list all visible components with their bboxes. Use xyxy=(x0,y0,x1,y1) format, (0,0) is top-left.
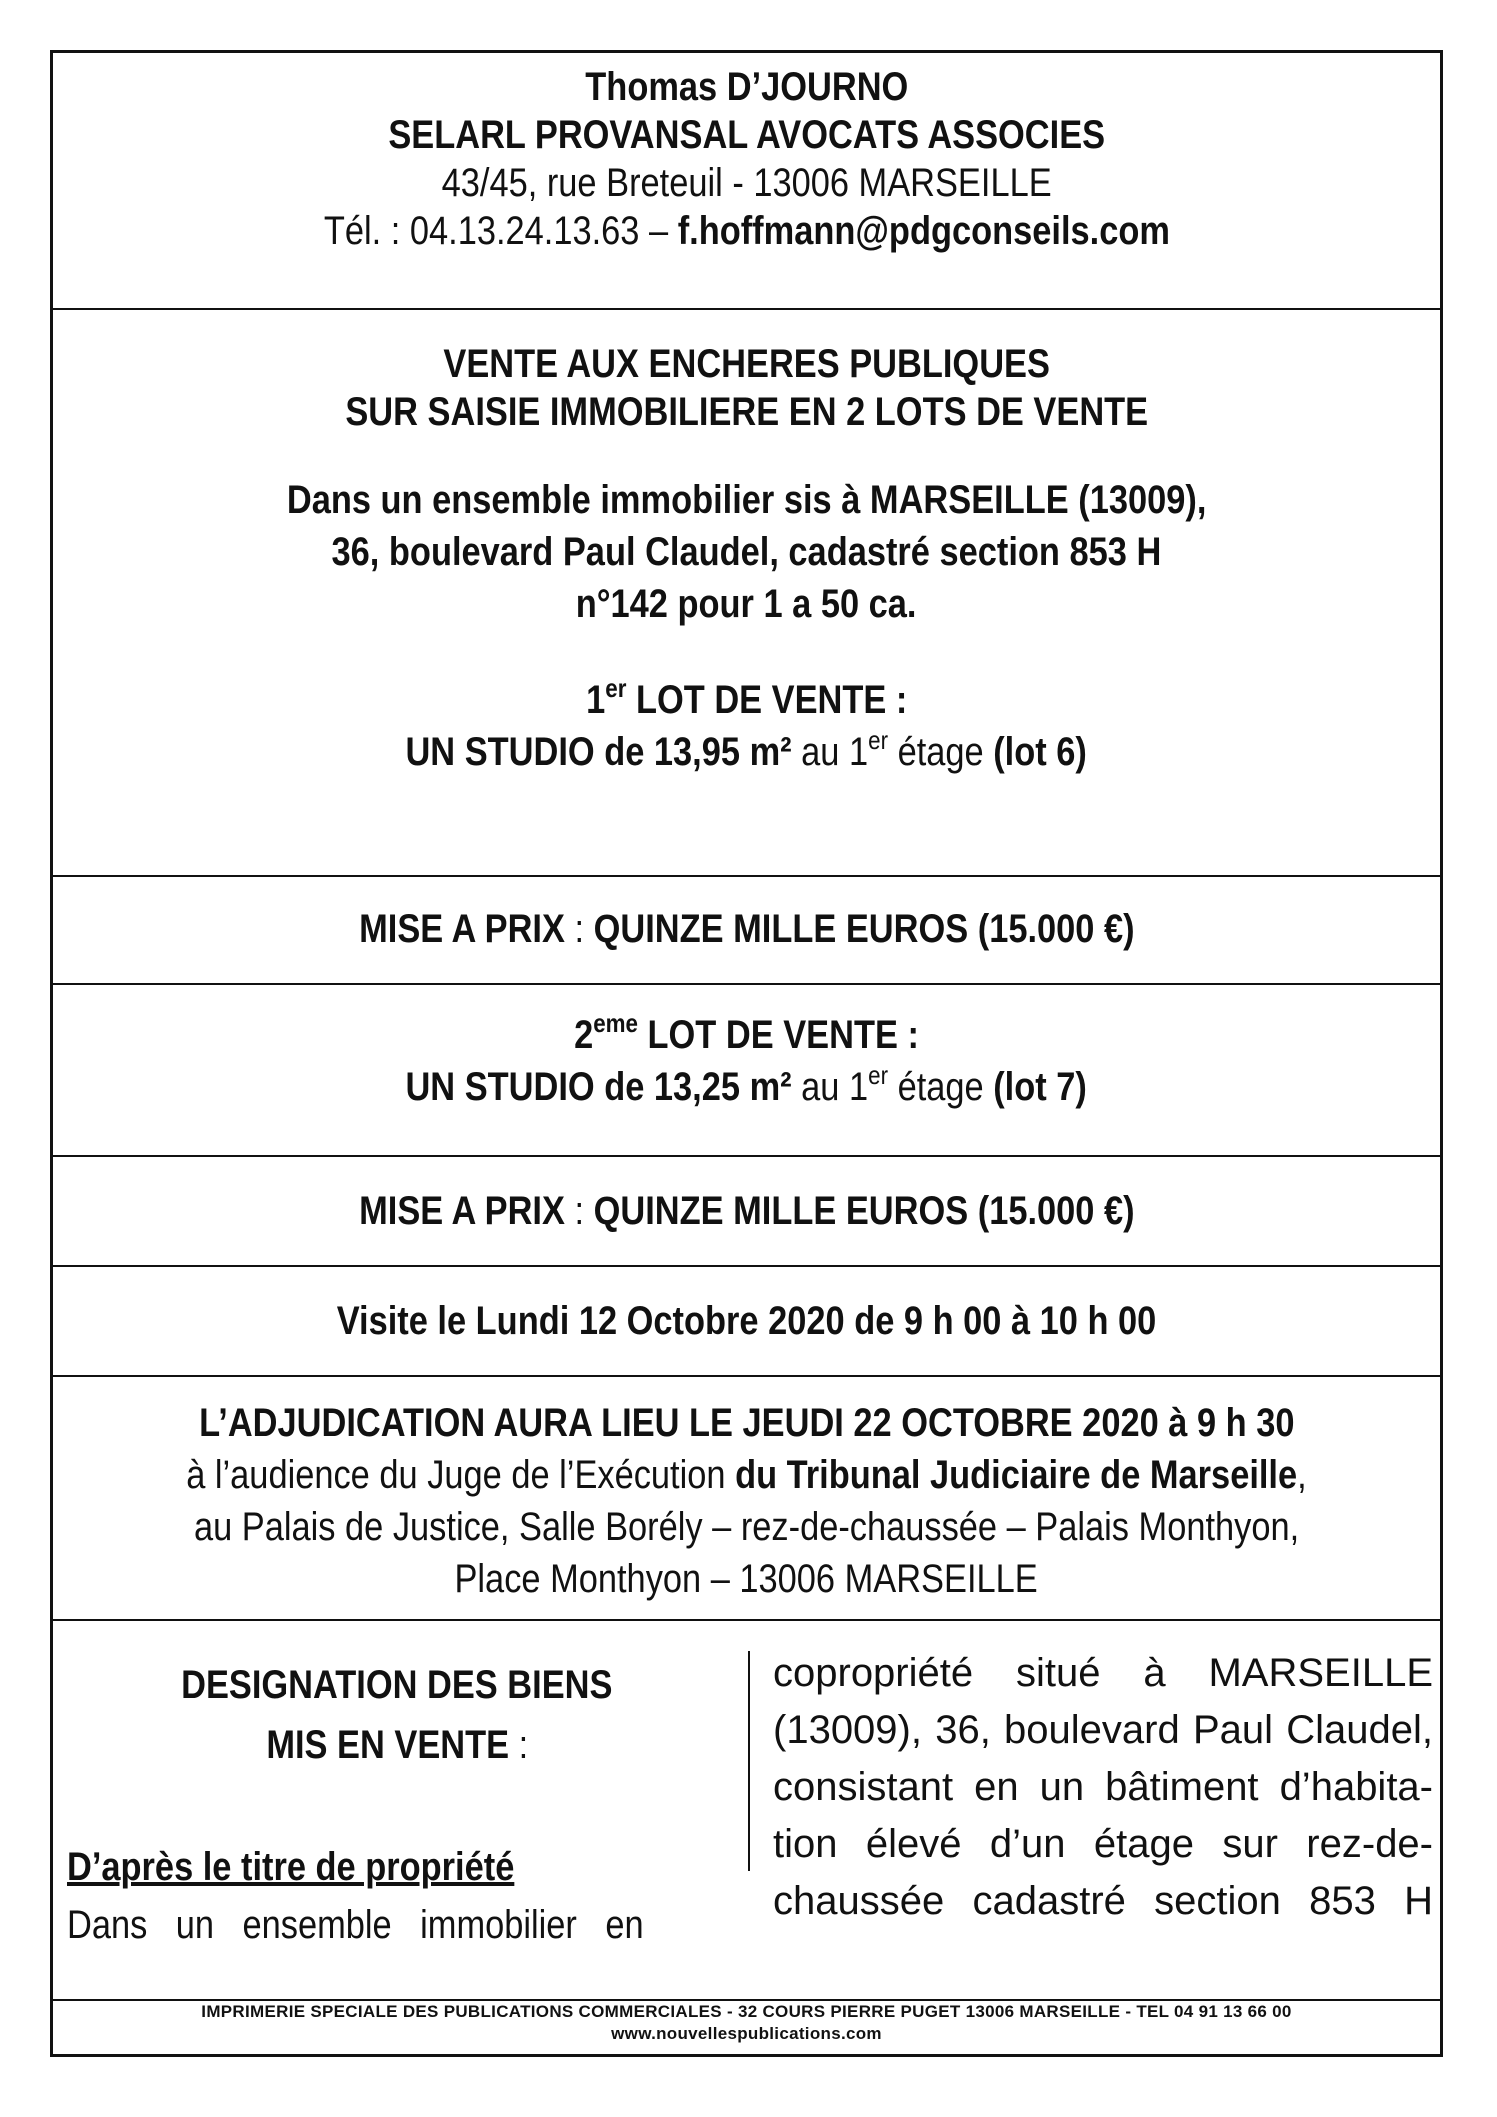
designation-subheading: D’après le titre de propriété xyxy=(67,1845,515,1889)
designation-right-line: copropriété situé à MARSEILLE xyxy=(773,1651,1433,1695)
adjudication-court: à l’audience du Juge de l’Exécution du Tribunal Judiciaire de Marseille, xyxy=(186,1453,1307,1497)
sale-title-2: SUR SAISIE IMMOBILIERE EN 2 LOTS DE VENTE xyxy=(345,390,1148,434)
designation-right-line: tion élevé d’un étage sur rez-de- xyxy=(773,1822,1433,1866)
firm-address: 43/45, rue Breteuil - 13006 MARSEILLE xyxy=(441,161,1052,205)
designation-left-column xyxy=(67,1655,727,1955)
printer-info: IMPRIMERIE SPECIALE DES PUBLICATIONS COMMERCIALES - 32 COURS PIERRE PUGET 13006 MARSEILLE - TEL 04 91 13 66 00 xyxy=(201,2002,1292,2021)
location-line-2: 36, boulevard Paul Claudel, cadastré section 853 H xyxy=(331,530,1162,574)
lawyer-name: Thomas D’JOURNO xyxy=(584,65,909,109)
lot1-description: UN STUDIO de 13,95 m² au 1er étage (lot 6) xyxy=(405,725,1088,774)
printer-footer xyxy=(53,2001,1440,2045)
lot2-price-section xyxy=(53,1157,1440,1267)
adjudication-headline: L’ADJUDICATION AURA LIEU LE JEUDI 22 OCTOBRE 2020 à 9 h 30 xyxy=(198,1401,1295,1445)
adjudication-section xyxy=(53,1377,1440,1621)
adjudication-address: Place Monthyon – 13006 MARSEILLE xyxy=(454,1557,1039,1601)
sale-title-1: VENTE AUX ENCHERES PUBLIQUES xyxy=(443,342,1050,386)
designation-left-text: Dans un ensemble immobilier en xyxy=(67,1903,644,1947)
lot1-price: MISE A PRIX : QUINZE MILLE EUROS (15.000 €) xyxy=(358,907,1135,951)
adjudication-venue: au Palais de Justice, Salle Borély – rez-de-chaussée – Palais Monthyon, xyxy=(193,1505,1300,1549)
designation-section xyxy=(53,1621,1440,2001)
notice-frame xyxy=(50,50,1443,2057)
printer-website[interactable]: www.nouvellespublications.com xyxy=(611,2024,882,2043)
visit-section xyxy=(53,1267,1440,1377)
designation-right-column xyxy=(773,1645,1433,1930)
email-link[interactable]: f.hoffmann@pdgconseils.com xyxy=(677,209,1170,253)
lot2-price: MISE A PRIX : QUINZE MILLE EUROS (15.000 €) xyxy=(358,1189,1135,1233)
location-line-1: Dans un ensemble immobilier sis à MARSEILLE (13009), xyxy=(286,478,1207,522)
firm-name: SELARL PROVANSAL AVOCATS ASSOCIES xyxy=(388,113,1105,157)
designation-right-line: consistant en un bâtiment d’habita- xyxy=(773,1765,1433,1809)
lot2-section xyxy=(53,985,1440,1157)
lot2-description: UN STUDIO de 13,25 m² au 1er étage (lot 7) xyxy=(405,1060,1088,1109)
designation-right-line: (13009), 36, boulevard Paul Claudel, xyxy=(773,1708,1433,1752)
designation-heading-1: DESIGNATION DES BIENS xyxy=(181,1663,613,1707)
contact-line xyxy=(323,207,1169,255)
phone: Tél. : 04.13.24.13.63 – xyxy=(323,209,668,253)
lot2-heading: 2eme LOT DE VENTE : xyxy=(574,1008,919,1057)
visit-text: Visite le Lundi 12 Octobre 2020 de 9 h 00 à 10 h 00 xyxy=(336,1299,1157,1343)
column-divider xyxy=(748,1651,750,1871)
lawyer-header xyxy=(53,53,1440,310)
designation-heading-2: MIS EN VENTE : xyxy=(266,1723,528,1767)
designation-right-line: chaussée cadastré section 853 H xyxy=(773,1879,1433,1923)
location-line-3: n°142 pour 1 a 50 ca. xyxy=(576,582,917,626)
lot1-price-section xyxy=(53,877,1440,985)
lot1-heading: 1er LOT DE VENTE : xyxy=(585,673,908,722)
sale-section xyxy=(53,310,1440,877)
